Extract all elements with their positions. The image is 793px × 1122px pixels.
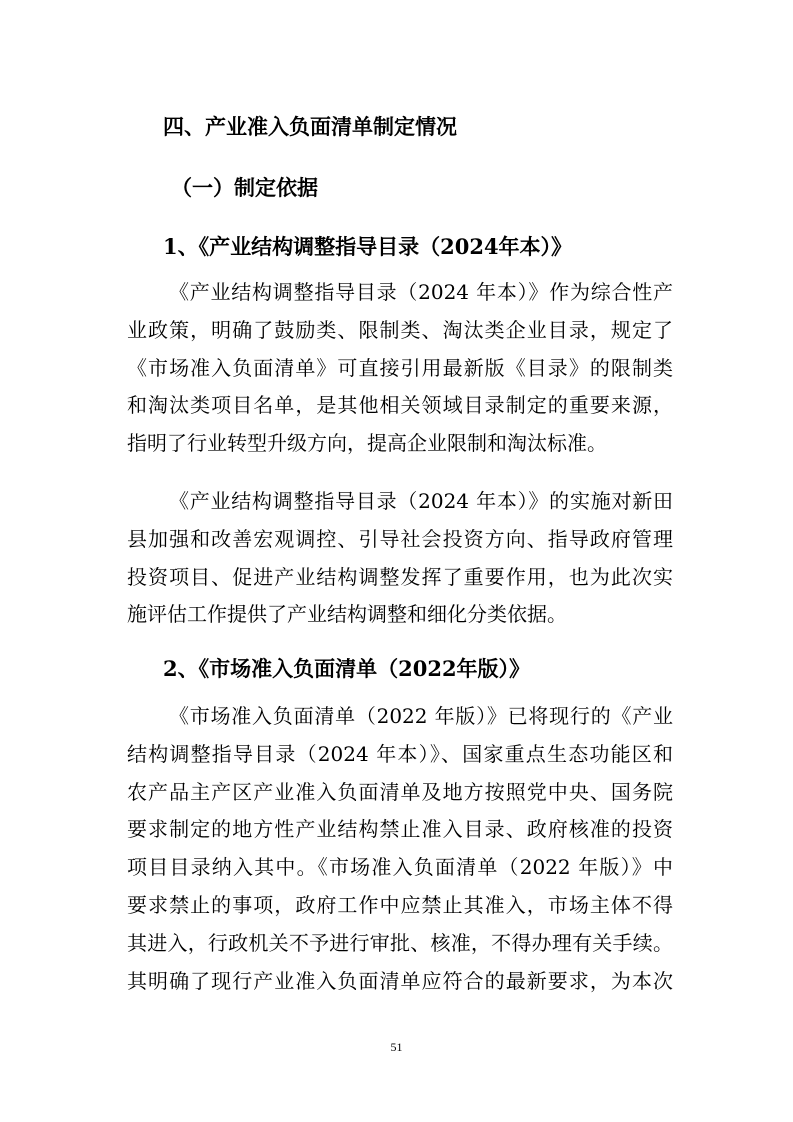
paragraph-line: 项目目录纳入其中。《市场准入负面清单（2022 年版）》中 xyxy=(127,855,673,880)
paragraph-line: 投资项目、促进产业结构调整发挥了重要作用，也为此次实 xyxy=(127,564,673,589)
paragraph-1 xyxy=(127,274,673,463)
page-number: 51 xyxy=(390,1040,403,1054)
item-heading-1: 1、《产业结构调整指导目录（2024年本）》 xyxy=(163,234,573,259)
paragraph-line: 《市场准入负面清单（2022 年版）》已将现行的《产业 xyxy=(169,704,673,728)
paragraph-line: 结构调整指导目录（2024 年本）》、国家重点生态功能区和 xyxy=(127,741,673,766)
section-heading: 四、产业准入负面清单制定情况 xyxy=(163,114,457,139)
paragraph-line: 业政策，明确了鼓励类、限制类、淘汰类企业目录，规定了 xyxy=(127,317,673,342)
paragraph-line: 要求制定的地方性产业结构禁止准入目录、政府核准的投资 xyxy=(127,817,673,842)
subsection-heading: （一）制定依据 xyxy=(171,175,318,200)
paragraph-line: 县加强和改善宏观调控、引导社会投资方向、指导政府管理 xyxy=(127,526,673,551)
paragraph-line: 要求禁止的事项，政府工作中应禁止其准入，市场主体不得 xyxy=(127,892,673,917)
paragraph-line: 指明了行业转型升级方向，提高企业限制和淘汰标准。 xyxy=(127,431,607,456)
paragraph-line: 施评估工作提供了产业结构调整和细化分类依据。 xyxy=(127,602,567,627)
paragraph-3 xyxy=(127,698,673,1000)
paragraph-line: 其明确了现行产业准入负面清单应符合的最新要求，为本次 xyxy=(127,968,673,993)
paragraph-line: 《市场准入负面清单》可直接引用最新版《目录》的限制类 xyxy=(127,355,673,380)
paragraph-line: 《产业结构调整指导目录（2024 年本）》的实施对新田 xyxy=(169,489,673,513)
paragraph-line: 农产品主产区产业准入负面清单及地方按照党中央、国务院 xyxy=(127,779,673,804)
item-heading-2: 2、《市场准入负面清单（2022年版）》 xyxy=(163,656,531,681)
paragraph-2 xyxy=(127,483,673,634)
paragraph-line: 《产业结构调整指导目录（2024 年本）》作为综合性产 xyxy=(169,280,673,304)
paragraph-line: 和淘汰类项目名单，是其他相关领域目录制定的重要来源， xyxy=(127,393,673,418)
paragraph-line: 其进入，行政机关不予进行审批、核准，不得办理有关手续。 xyxy=(127,930,673,955)
